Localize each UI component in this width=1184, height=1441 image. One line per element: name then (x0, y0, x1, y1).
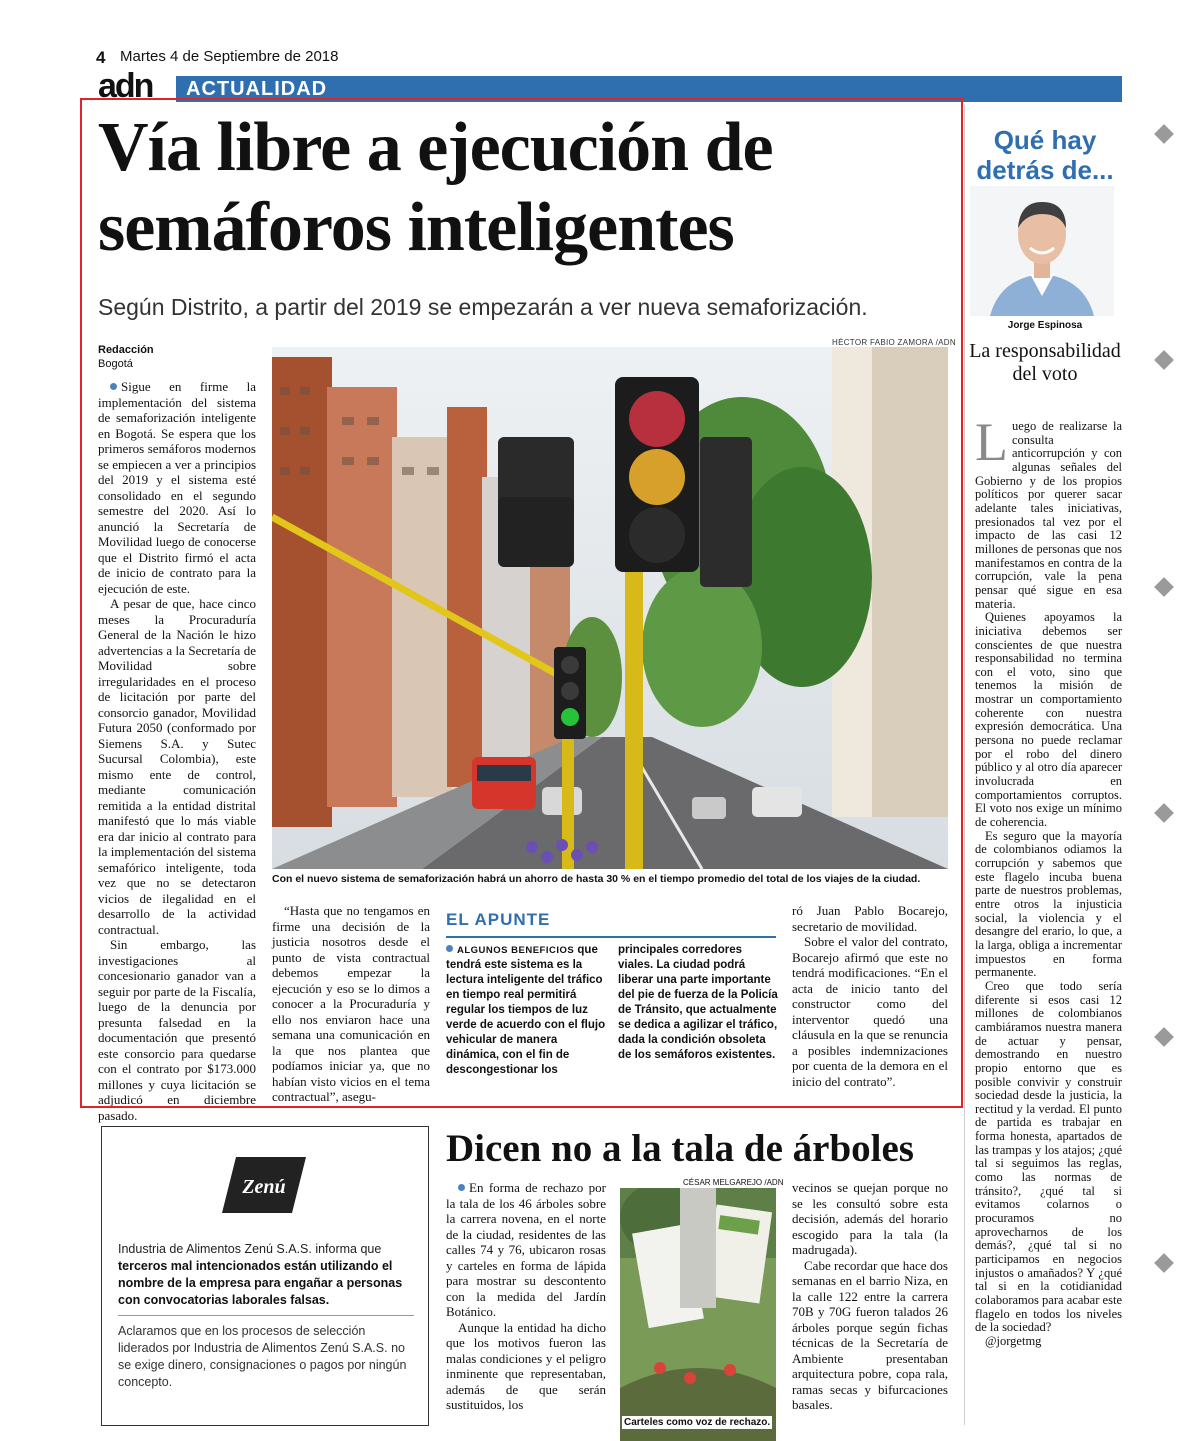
paragraph: Aunque la entidad ha dicho que los motivos fueron las malas condiciones y el peligro inminente que representaban, además de que serán sustituidos, los (446, 1319, 606, 1412)
apunte-column-1 (446, 943, 606, 1078)
byline-place: Bogotá (98, 358, 133, 370)
author-portrait (970, 186, 1114, 316)
margin-diamond (1154, 350, 1174, 370)
paragraph: Quienes apoyamos la iniciativa debemos ser conscientes de que nuestra responsabilidad no termina con el voto, sino que tenemos la misión de mostrar un comportamiento coherente con nuestra expresión democrática. Una persona no puede reclamar por el robo del dinero público y al otro día aparecer involucrada en comportamientos corruptos. El voto nos exige un mínimo de coherencia. (975, 610, 1122, 830)
paragraph: vecinos se quejan porque no se les consultó sobre esta decisión, además del horario escogido para la tala (la madrugada). (792, 1180, 948, 1257)
margin-diamond (1154, 803, 1174, 823)
issue-date: Martes 4 de Septiembre de 2018 (120, 48, 339, 65)
second-column-3 (792, 1180, 948, 1413)
ad-notice (118, 1241, 414, 1309)
bullet-dot-icon (110, 383, 117, 390)
margin-diamond (1154, 124, 1174, 144)
headline-line: semáforos inteligentes (98, 189, 734, 266)
photo-caption: Con el nuevo sistema de semaforización habrá un ahorro de hasta 30 % en el tiempo promedio del total de los viajes de la ciudad. (272, 873, 921, 885)
margin-diamond (1154, 1027, 1174, 1047)
photo-credit: HÉCTOR FABIO ZAMORA /ADN (832, 338, 956, 347)
section-label: ACTUALIDAD (186, 78, 328, 100)
author-portrait-illustration (970, 186, 1114, 316)
margin-diamond (1154, 1253, 1174, 1273)
paragraph: Sigue en firme la implementación del sistema de semaforización inteligente en Bogotá. Se espera que los primeros semáforos modernos se empiecen a ver a principios del 2019 y el sistema esté consolidado en el segundo semestre del 2020. Así lo anunció la Secretaría de Movilidad luego de conocerse que el Distrito firmó el acta de inicio de contrato para la ejecución de este. (98, 379, 256, 596)
protest-photo (620, 1188, 776, 1441)
opinion-title: La responsabilidad del voto (969, 340, 1121, 385)
page-number: 4 (96, 48, 106, 67)
opinion-body (975, 412, 1122, 1349)
ad-divider (118, 1315, 414, 1316)
paragraph: Cabe recordar que hace dos semanas en el barrio Niza, en la calle 122 entre la carrera 70B y 70G fueron talados 26 árboles porque según fichas técnicas de la Secretaría de Ambiente presentaban arquitectura pobre, copa rala, ramas secas y bifurcaciones basales. (792, 1257, 948, 1412)
byline (98, 343, 154, 371)
photo-credit: CÉSAR MELGAREJO /ADN (683, 1178, 784, 1187)
headline-line: Vía libre a ejecución de (98, 109, 773, 186)
traffic-light-photo (272, 347, 948, 869)
margin-diamond (1154, 577, 1174, 597)
apunte-lead: ALGUNOS BENEFICIOS (457, 945, 575, 956)
paragraph: uego de realizarse la consulta anticorrupción y con algunas señales del Gobierno y de los propios políticos por querer sacar adelante tales iniciativas, presionados tal vez por el impacto de las casi 12 millones de personas que nos manifestamos en contra de la corrupción, vale la pena pensar qué sigue en esa materia. (975, 419, 1122, 611)
apunte-text: principales corredores viales. La ciudad podrá liberar una parte importante del pie de fuerza de la Policía de Tránsito, que actualmente se dedica a agilizar el tráfico, dada la condición obsoleta de los semáforos existentes. (618, 944, 778, 1061)
ad-clarification: Aclaramos que en los procesos de selección liderados por Industria de Alimentos Zenú S.A.S. no se exige dinero, consignaciones o pagos por ningún concepto. (118, 1324, 407, 1389)
drop-cap: L (975, 412, 1008, 472)
zenu-logo-mark (222, 1157, 306, 1213)
second-column-1 (446, 1180, 606, 1413)
apunte-title: EL APUNTE (446, 910, 551, 929)
zenu-logo (222, 1157, 306, 1213)
main-headline (98, 108, 958, 268)
author-name: Jorge Espinosa (1007, 320, 1083, 331)
paragraph: ró Juan Pablo Bocarejo, secretario de movilidad. (792, 903, 948, 934)
paragraph: Sobre el valor del contrato, Bocarejo afirmó que este no tendrá modificaciones. “En el acta de inicio tanto del constructor como del interventor quedó una cláusula en la que se renuncia a posibles indemnizaciones por cuenta de la demora en el inicio del contrato”. (792, 934, 948, 1089)
apunte-rule (446, 936, 776, 938)
paragraph: Creo que todo sería diferente si esos casi 12 millones de colombianos cambiáramos nuestra manera de actuar y pensar, demostrando en nuestro propio entorno que es posible convivir y construir sociedad desde la justicia, la rectitud y la verdad. El punto de partida es trabajar en forma honesta, apartados de las trampas y los atajos; ¿qué tal si seguimos las reglas, como las normas de tránsito?, ¿qué tal si evitamos colarnos o procuramos no aprovecharnos de los demás?, ¿qué tal si no participamos en negocios injustos o amañados? Y ¿qué tal si en la cotidianidad colaboramos para acabar este flagelo en todos los niveles de la sociedad? (975, 978, 1122, 1335)
zenu-notice-ad (101, 1126, 429, 1426)
traffic-light-illustration (272, 347, 948, 869)
apunte-text: que tendrá este sistema es la lectura inteligente del tráfico en tiempo real permitirá regular los tiempos de luz verde de acuerdo con el flujo vehicular de manera dinámica, con el fin de descongestionar los (446, 944, 606, 1076)
second-headline: Dicen no a la tala de árboles (446, 1127, 914, 1170)
paragraph: Es seguro que la mayoría de colombianos odiamos la corrupción y sabemos que este flagelo incuba buena parte de nuestros problemas, entre otros la injusticia social, la violencia y el desangre del erario, lo que, a la larga, obliga a incrementar impuestos en forma permanente. (975, 828, 1122, 980)
author-handle: @jorgetmg (985, 1333, 1042, 1348)
zenu-logo-text: Zenú (242, 1176, 286, 1198)
ad-notice-lead: Industria de Alimentos Zenú S.A.S. informa que (118, 1242, 382, 1256)
paragraph: Sin embargo, las investigaciones al concesionario ganador van a seguir por parte de la Fiscalía, luego de la denuncia por presunta falsedad en la documentación que presentó este consorcio para quedarse con el contrato por $173.000 millones y cuya licitación se adjudicó en diciembre pasado. (98, 937, 256, 1123)
apunte-column-2 (618, 943, 778, 1063)
protest-illustration (620, 1188, 776, 1441)
paragraph: A pesar de que, hace cinco meses la Procuraduría General de la Nación le hizo advertencias a la Secretaría de Movilidad sobre irregularidades en el proceso de licitación por parte del consorcio ganador, Movilidad Futura 2050 (conformado por Siemens S.A. y Sutec Sucursal Colombia), este mismo ente de control, mediante comunicación remitida a la entidad distrital manifestó que lo más viable era dar inicio al contrato para la implementación del sistema semafórico inteligente, toda vez que no se detectaron vicios de ilegalidad en el desarrollo de la actividad contractual. (98, 596, 256, 937)
article-column-4 (792, 903, 948, 1089)
ad-notice-bold: terceros mal intencionados están utilizando el nombre de la empresa para engañar a personas con convocatorias laborales falsas. (118, 1259, 403, 1307)
byline-author: Redacción (98, 344, 154, 356)
opinion-kicker: Qué hay detrás de... (976, 125, 1114, 185)
section-bar (176, 76, 1122, 102)
bullet-dot-icon (446, 945, 453, 952)
article-column-2 (272, 903, 430, 1105)
paragraph: “Hasta que no tengamos en firme una decisión de la justicia nosotros desde el punto de vista contractual debemos empezar la ejecución y eso se lo dimos a conocer a la Procuraduría y ello nos enviaron hace una semana una comunicación en la que nos plantea que podíamos iniciar ya, que no habían visto vicios en el tema contractual”, asegu- (272, 903, 430, 1104)
newspaper-logo: adn (98, 67, 153, 105)
paragraph: En forma de rechazo por la tala de los 46 árboles sobre la carrera novena, en el norte de la ciudad, residentes de las calles 74 y 76, ubicaron rosas y carteles en forma de lápida para mostrar su descontento con la medida del Jardín Botánico. (446, 1180, 606, 1319)
deck: Según Distrito, a partir del 2019 se empezarán a ver nueva semaforización. (98, 294, 868, 320)
column-divider (964, 105, 965, 1425)
article-column-1 (98, 379, 256, 1123)
photo-caption: Carteles como voz de rechazo. (624, 1417, 771, 1428)
bullet-dot-icon (458, 1184, 465, 1191)
